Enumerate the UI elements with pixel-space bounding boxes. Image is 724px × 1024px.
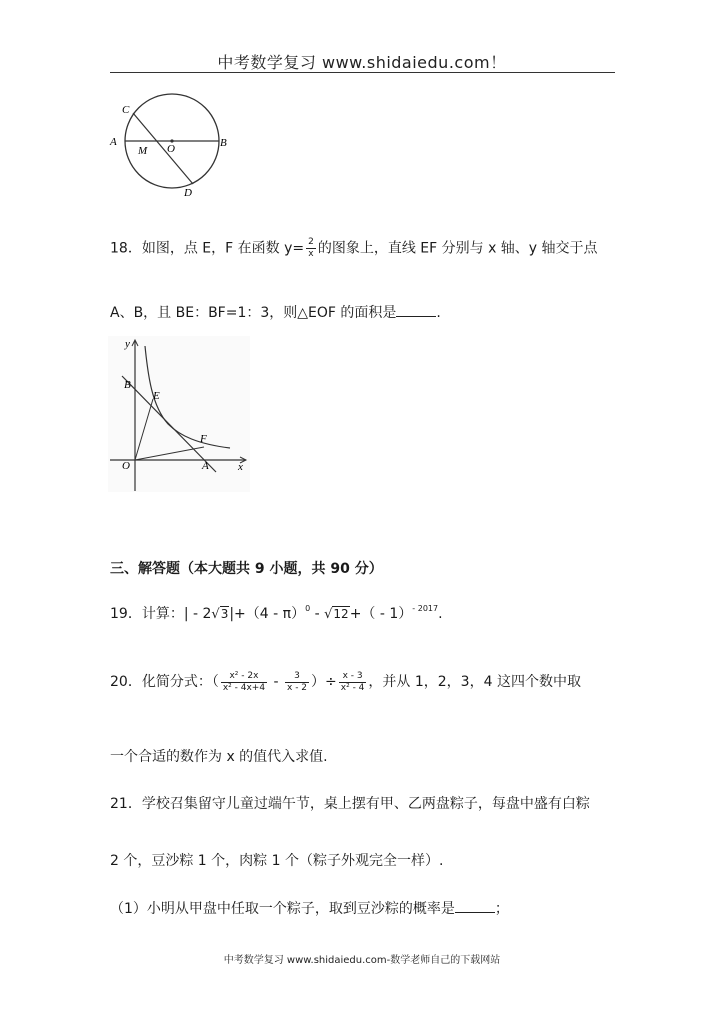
q19-text-end: . <box>438 606 443 622</box>
q18-line2-text: A、B，且 BE：BF=1：3，则△EOF 的面积是 <box>110 305 397 321</box>
page-footer: 中考数学复习 www.shidaiedu.com-数学老师自己的下载网站 <box>223 955 501 966</box>
q19-exponent-0: 0 <box>305 604 311 613</box>
q18-text-post: 的图象上，直线 EF 分别与 x 轴、y 轴交于点 <box>317 240 598 257</box>
q20-fraction-2 <box>285 671 309 694</box>
q19-sqrt-12: √12 <box>324 607 349 622</box>
q18-answer-blank <box>396 304 436 317</box>
question-20-line2: 一个合适的数作为 x 的值代入求值. <box>110 749 328 765</box>
q20-fraction-3 <box>339 671 367 694</box>
question-21-sub1 <box>110 900 509 918</box>
label-x: x <box>238 461 243 473</box>
label-y: y <box>125 338 130 350</box>
q19-text-mid1: |+（4 - π） <box>229 606 306 622</box>
q20-minus: - <box>269 674 284 690</box>
q20-label: 20．化简分式：（ <box>110 674 219 690</box>
q19-text-pre: 19．计算：| - 2 <box>110 606 212 622</box>
label-a2: A <box>202 460 209 472</box>
question-18-line1 <box>110 237 598 260</box>
header-divider <box>110 72 615 73</box>
label-o: O <box>167 143 175 155</box>
label-c: C <box>122 104 130 116</box>
q20-f1-num: x² - 2x <box>221 671 267 683</box>
label-b2: B <box>124 379 131 391</box>
section-3-title: 三、解答题（本大题共 9 小题，共 90 分） <box>110 561 383 577</box>
q20-f3-num: x - 3 <box>339 671 367 683</box>
q19-sqrt-3: √3 <box>211 607 229 622</box>
label-d: D <box>184 187 192 199</box>
question-21-line1: 21．学校召集留守儿童过端午节，桌上摆有甲、乙两盘粽子，每盘中盛有白粽 <box>110 796 590 812</box>
question-21-line2: 2 个，豆沙粽 1 个，肉粽 1 个（粽子外观完全一样）. <box>110 853 444 869</box>
circle-figure <box>108 92 238 202</box>
q20-f2-num: 3 <box>285 671 309 683</box>
question-18-line2 <box>110 304 441 322</box>
q21-sub1-end: ； <box>494 901 509 917</box>
q18-frac-num: 2 <box>308 237 314 247</box>
q19-text-mid3: +（ - 1） <box>349 606 413 622</box>
q19-text-mid2: - <box>310 606 325 622</box>
page-header-title: 中考数学复习 www.shidaiedu.com！ <box>217 53 507 72</box>
label-a: A <box>110 136 117 148</box>
q18-line2-end: . <box>436 305 441 321</box>
q18-fraction <box>306 237 316 260</box>
q21-sub1-text: （1）小明从甲盘中任取一个粽子，取到豆沙粽的概率是 <box>110 901 455 917</box>
q19-sqrt-3-radicand: 3 <box>220 607 229 621</box>
q19-exponent-2017: - 2017 <box>412 604 439 613</box>
label-f: F <box>200 433 207 445</box>
q18-frac-den: x <box>308 249 314 259</box>
q20-tail: ，并从 1，2，3，4 这四个数中取 <box>368 674 581 690</box>
q20-f2-den: x - 2 <box>287 682 308 693</box>
label-o2: O <box>122 460 130 472</box>
q18-text-pre: 18．如图，点 E，F 在函数 y= <box>110 240 305 257</box>
q20-f1-den: x² - 4x+4 <box>222 682 266 693</box>
label-e: E <box>153 390 160 402</box>
label-b: B <box>220 137 227 149</box>
q20-fraction-1 <box>221 671 267 694</box>
q21-sub1-answer-blank <box>455 900 495 913</box>
q20-div: ）÷ <box>311 674 337 690</box>
hyperbola-figure <box>108 336 250 492</box>
q19-sqrt-12-radicand: 12 <box>333 607 349 621</box>
question-19 <box>110 605 443 625</box>
label-m: M <box>138 145 148 157</box>
q20-f3-den: x² - 4 <box>340 682 365 693</box>
question-20-line1 <box>110 668 581 696</box>
